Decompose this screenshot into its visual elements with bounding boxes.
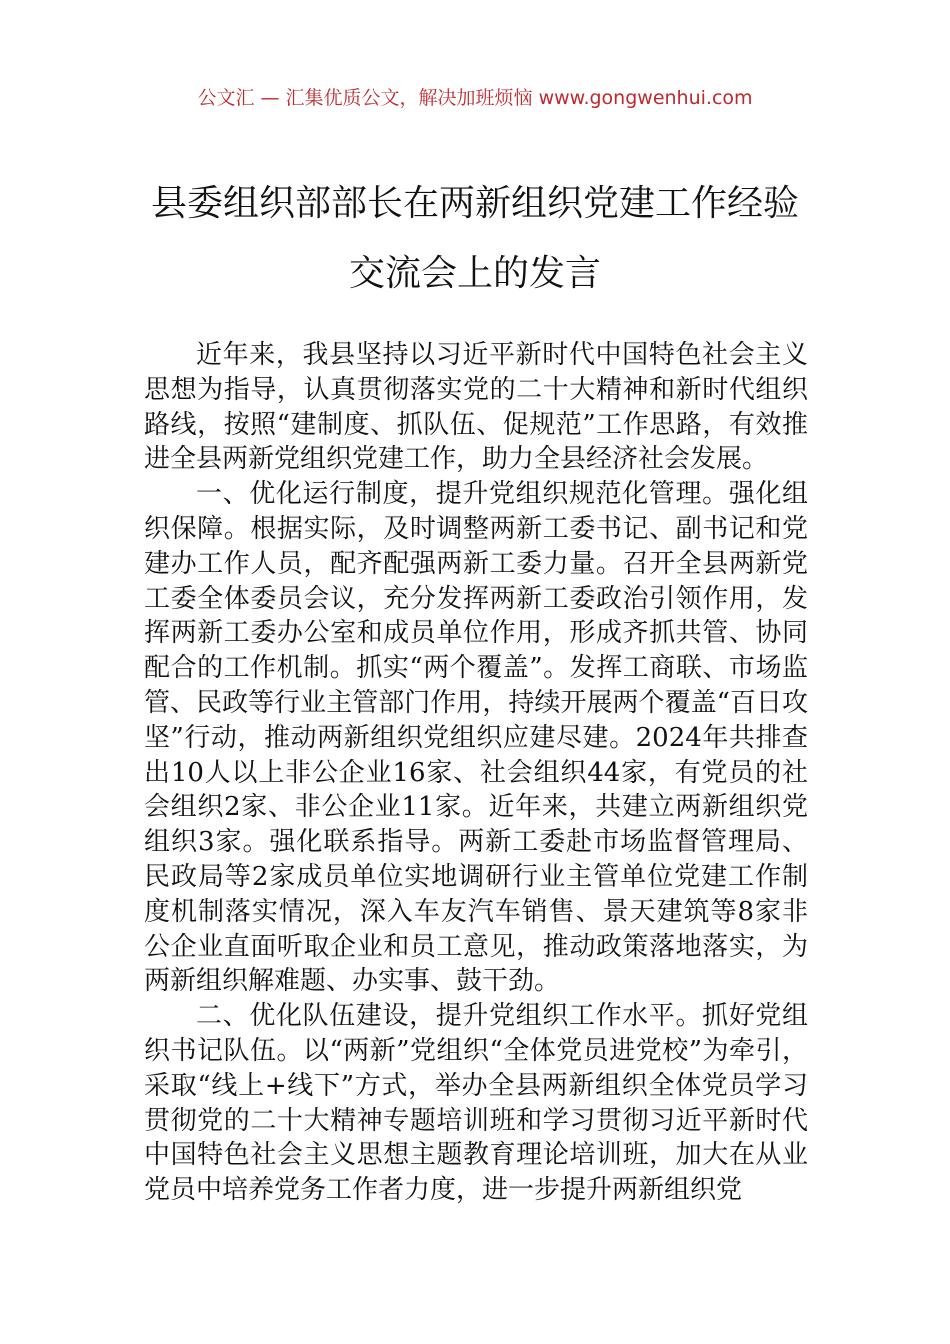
paragraph-section-1: 一、优化运行制度，提升党组织规范化管理。强化组织保障。根据实际，及时调整两新工委书记、副书记和党建办工作人员，配齐配强两新工委力量。召开全县两新党工委全体委员会议，充分发挥两新工委政治引领作用，发挥两新工委办公室和成员单位作用，形成齐抓共管、协同配合的工作机制。抓实“两个覆盖”。发挥工商联、市场监管、民政等行业主管部门作用，持续开展两个覆盖“百日攻坚”行动，推动两新组织党组织应建尽建。2024年共排查出10人以上非公企业16家、社会组织44家，有党员的社会组织2家、非公企业11家。近年来，共建立两新组织党组织3家。强化联系指导。两新工委赴市场监督管理局、民政局等2家成员单位实地调研行业主管单位党建工作制度机制落实情况，深入车友汽车销售、景天建筑等8家非公企业直面听取企业和员工意见，推动政策落地落实，为两新组织解难题、办实事、鼓干劲。: [144, 479, 808, 997]
document-title-line-1: 县委组织部部长在两新组织党建工作经验: [150, 183, 799, 224]
document-title-line-2: 交流会上的发言: [348, 253, 601, 294]
document-body: [144, 338, 808, 1208]
paragraph-section-2: 二、优化队伍建设，提升党组织工作水平。抓好党组织书记队伍。以“两新”党组织“全体党员进党校”为牵引，采取“线上+线下”方式，举办全县两新组织全体党员学习贯彻党的二十大精神专题培训班和学习贯彻习近平新时代中国特色社会主义思想主题教育理论培训班，加大在从业党员中培养党务工作者力度，进一步提升两新组织党: [144, 1001, 808, 1206]
paragraph-intro: 近年来，我县坚持以习近平新时代中国特色社会主义思想为指导，认真贯彻落实党的二十大精神和新时代组织路线，按照“建制度、抓队伍、促规范”工作思路，有效推进全县两新党组织党建工作，助力全县经济社会发展。: [144, 340, 808, 475]
site-banner: 公文汇 — 汇集优质公文，解决加班烦恼 www.gongwenhui.com: [197, 87, 753, 109]
